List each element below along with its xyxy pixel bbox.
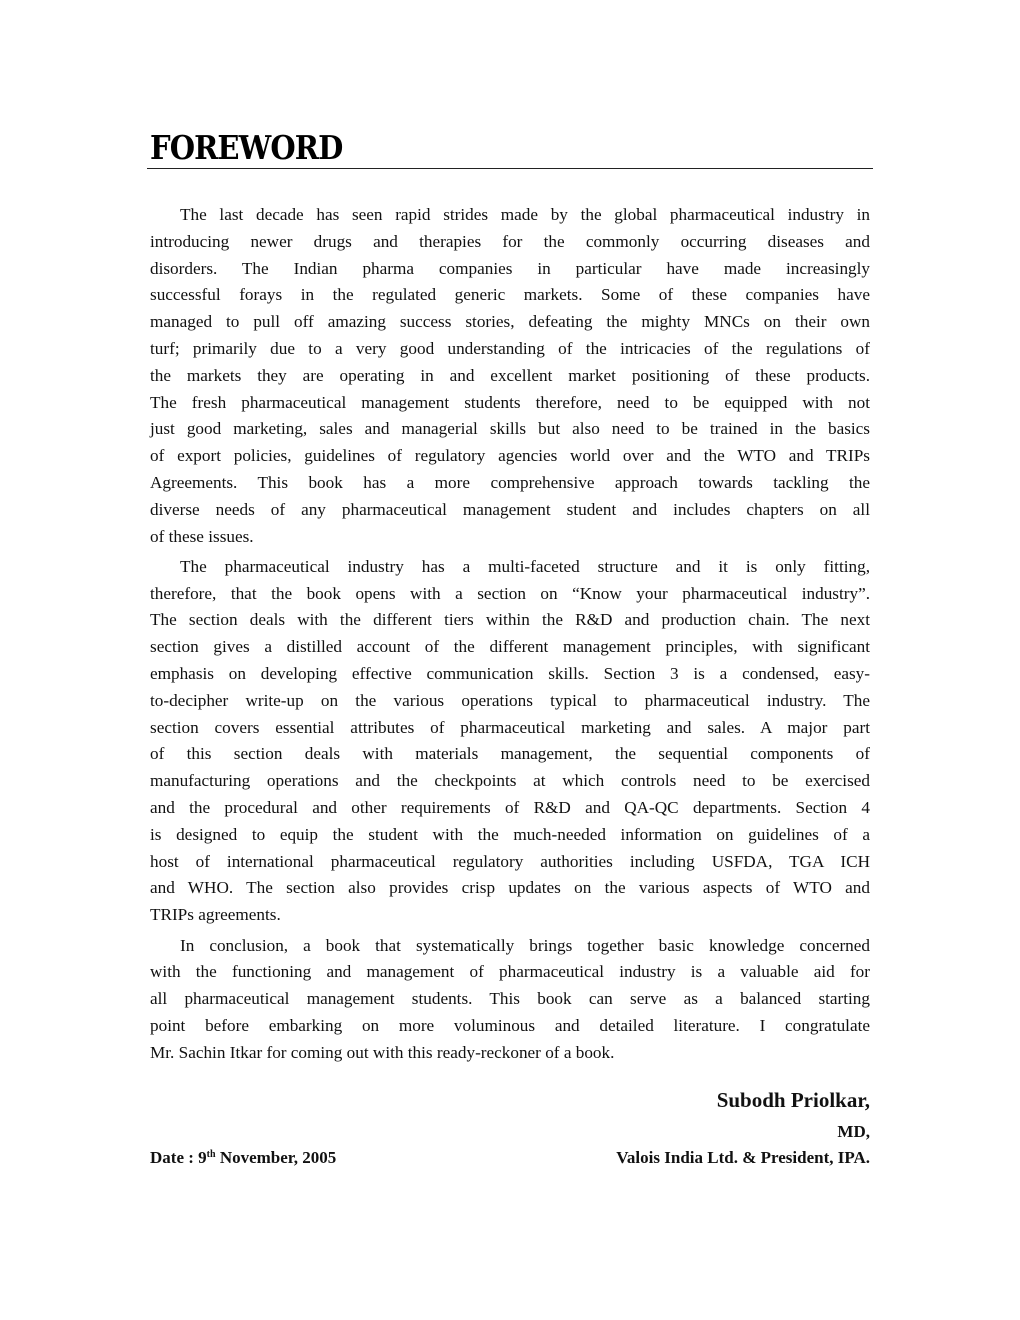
date-rest: November, 2005 (215, 1148, 337, 1167)
text-line: turf; primarily due to a very good understanding of the intricacies of the regulations of (150, 338, 870, 358)
signature-footer (150, 1148, 870, 1168)
text-line: diverse needs of any pharmaceutical management student and includes chapters on all (150, 499, 870, 519)
text-line: manufacturing operations and the checkpoints at which controls need to be exercised (150, 771, 870, 791)
text-line: host of international pharmaceutical regulatory authorities including USFDA, TGA ICH (150, 851, 870, 871)
title-divider (147, 168, 873, 169)
text-line: and the procedural and other requirements of R&D and QA-QC departments. Section 4 (150, 798, 870, 818)
date-day: 9 (198, 1148, 207, 1167)
text-line: TRIPs agreements. (150, 905, 281, 925)
text-line: of these issues. (150, 526, 254, 546)
text-line: section gives a distilled account of the different management principles, with significant (150, 637, 870, 657)
text-line: The section deals with the different tiers within the R&D and production chain. The next (150, 610, 870, 630)
text-line: is designed to equip the student with the much-needed information on guidelines of a (150, 824, 870, 844)
signatory-title: MD, (837, 1122, 870, 1141)
text-line: The pharmaceutical industry has a multi-faceted structure and it is only fitting, (180, 556, 870, 576)
text-line: of export policies, guidelines of regulatory agencies world over and the WTO and TRIPs (150, 446, 870, 466)
foreword-body (150, 202, 870, 1067)
date-label: Date : (150, 1148, 199, 1167)
paragraph-2 (150, 554, 870, 929)
text-line: emphasis on developing effective communication skills. Section 3 is a condensed, easy- (150, 664, 870, 684)
signatory-organization: Valois India Ltd. & President, IPA. (616, 1148, 870, 1167)
text-line: disorders. The Indian pharma companies in particular have made increasingly (150, 258, 870, 278)
text-line: to-decipher write-up on the various operations typical to pharmaceutical industry. The (150, 690, 870, 710)
text-line: of this section deals with materials management, the sequential components of (150, 744, 870, 764)
signatory-name: Subodh Priolkar, (716, 1088, 870, 1112)
text-line: The last decade has seen rapid strides made by the global pharmaceutical industry in (180, 205, 870, 224)
text-line: the markets they are operating in and excellent market positioning of these products. (150, 365, 870, 385)
text-line: In conclusion, a book that systematically brings together basic knowledge concerned (180, 935, 870, 955)
paragraph-3 (150, 933, 870, 1067)
text-line: section covers essential attributes of pharmaceutical marketing and sales. A major part (150, 717, 870, 737)
text-line: with the functioning and management of pharmaceutical industry is a valuable aid for (150, 962, 870, 982)
date-suffix: th (206, 1149, 216, 1160)
date-line (150, 1148, 336, 1168)
text-line: Mr. Sachin Itkar for coming out with this ready-reckoner of a book. (150, 1042, 615, 1062)
text-line: just good marketing, sales and managerial skills but also need to be trained in the basics (150, 419, 870, 439)
text-line: therefore, that the book opens with a section on “Know your pharmaceutical industry”. (150, 583, 870, 603)
page-title: FOREWORD (150, 128, 343, 167)
text-line: all pharmaceutical management students. This book can serve as a balanced starting (150, 989, 870, 1009)
text-line: The fresh pharmaceutical management students therefore, need to be equipped with not (150, 392, 870, 412)
text-line: successful forays in the regulated generic markets. Some of these companies have (150, 285, 870, 305)
text-line: managed to pull off amazing success stories, defeating the mighty MNCs on their own (150, 312, 870, 332)
text-line: introducing newer drugs and therapies for the commonly occurring diseases and (150, 231, 870, 251)
text-line: Agreements. This book has a more comprehensive approach towards tackling the (150, 472, 870, 492)
paragraph-1 (150, 202, 870, 550)
text-line: point before embarking on more voluminous and detailed literature. I congratulate (150, 1015, 870, 1035)
text-line: and WHO. The section also provides crisp updates on the various aspects of WTO and (150, 878, 870, 898)
